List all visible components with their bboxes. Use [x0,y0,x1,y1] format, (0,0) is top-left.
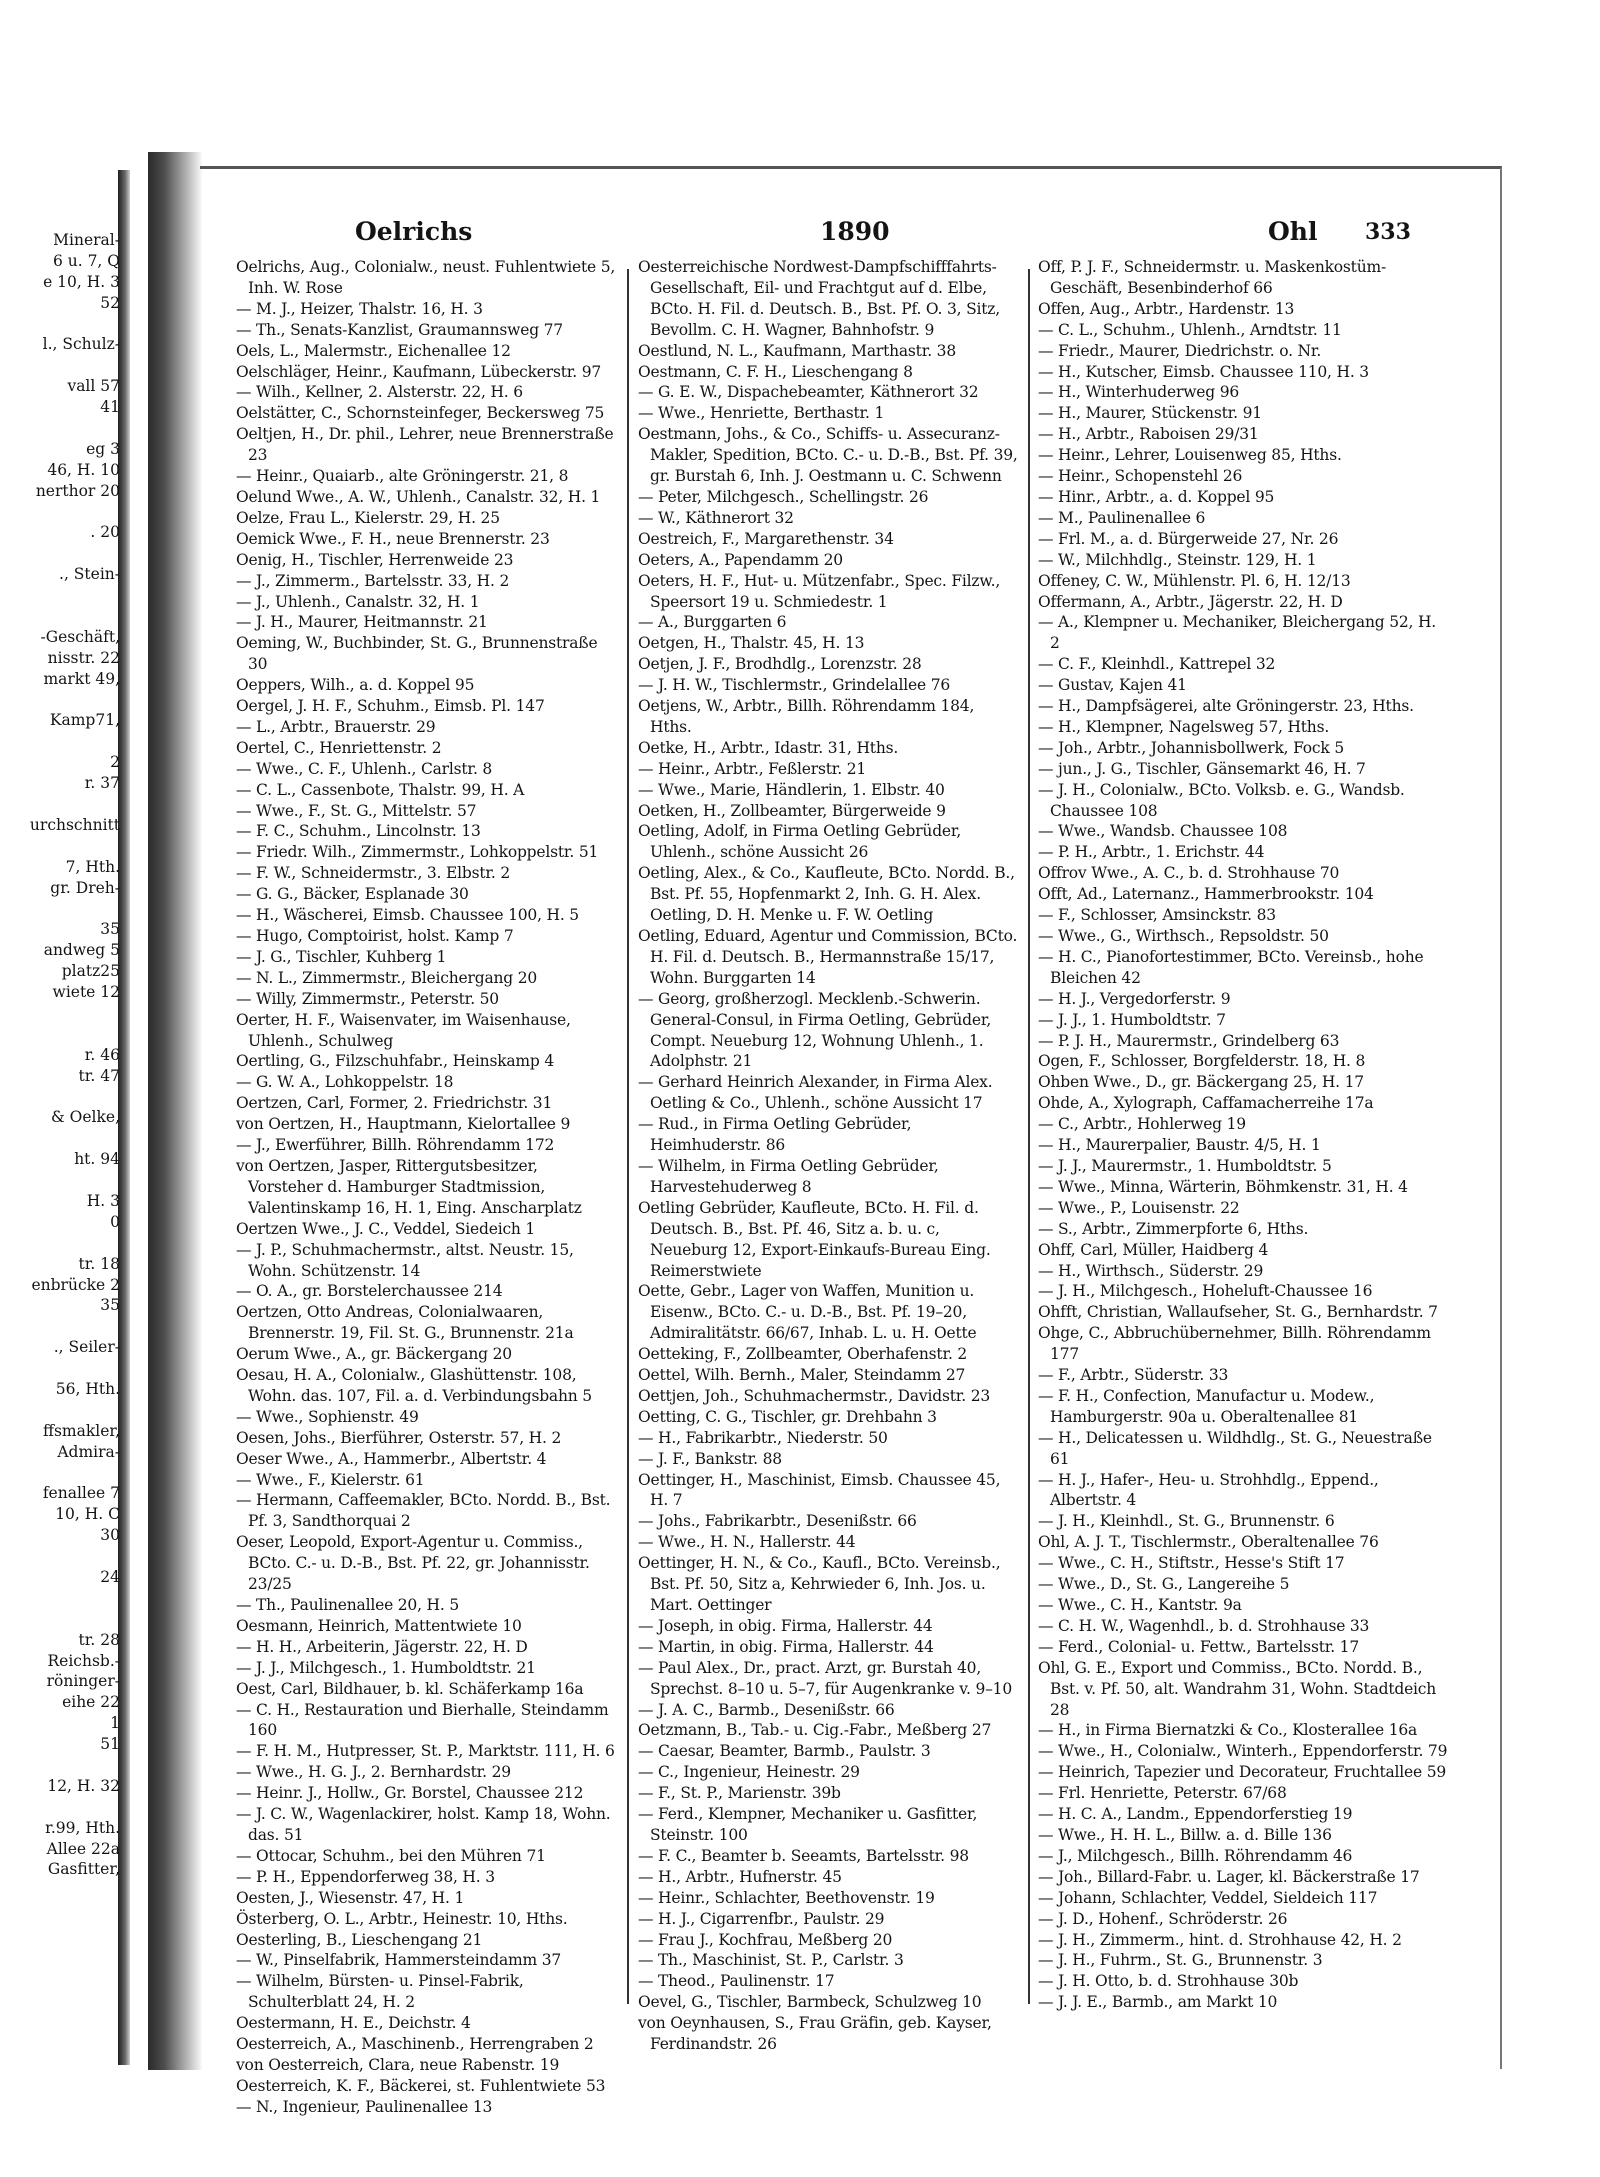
directory-entry: Oelze, Frau L., Kielerstr. 29, H. 25 [236,508,500,527]
prev-page-line [0,1400,120,1421]
directory-entry: — Friedr. Wilh., Zimmermstr., Lohkoppelstr. 51 [236,843,599,862]
directory-entry: Ohfft, Christian, Wallaufseher, St. G., Bernhardstr. 7 [1038,1303,1438,1322]
prev-page-line [0,1609,120,1630]
directory-entry: Oertzen, Carl, Former, 2. Friedrichstr. 31 [236,1094,553,1113]
directory-entry: — J., Ewerführer, Billh. Röhrendamm 172 [236,1136,555,1155]
directory-entry: Oetke, H., Arbtr., Idastr. 31, Hths. [638,738,899,757]
directory-entry: — H. H., Arbeiterin, Jägerstr. 22, H. D [236,1637,528,1656]
directory-entry: — H., Dampfsägerei, alte Gröningerstr. 23, Hths. [1038,697,1414,716]
directory-entry: Oelschläger, Heinr., Kaufmann, Lübeckerstr. 97 [236,362,602,381]
directory-entry: Oetling, Eduard, Agentur und Commission, BCto. H. Fil. d. Deutsch. B., Hermannstraße 15/17, Wohn. Burggarten 14 [638,927,1018,987]
directory-entry: Oelrichs, Aug., Colonialw., neust. Fuhlentwiete 5, Inh. W. Rose [236,258,616,297]
prev-page-line: -Geschäft, [40,627,120,646]
header-last-name: Ohl [1268,217,1318,246]
prev-page-line [0,1316,120,1337]
directory-entry: Oestermann, H. E., Deichstr. 4 [236,2014,471,2033]
prev-page-line: ., Seiler- [53,1338,120,1357]
directory-entry: — Wwe., Marie, Händlerin, 1. Elbstr. 40 [638,780,945,799]
directory-entry: — J. C. W., Wagenlackirer, holst. Kamp 18, Wohn. das. 51 [236,1805,611,1844]
directory-entry: Oestmann, Johs., & Co., Schiffs- u. Assecuranz-Makler, Spedition, BCto. C.- u. D.-B., Bst. Pf. 39, gr. Burstah 6, Inh. J. Oestmann u. C. Schwenn [638,425,1018,486]
directory-entry: — J. A. C., Barmb., Desenißstr. 66 [638,1700,895,1719]
prev-page-line: 1 [110,1714,120,1733]
directory-entry: — Wwe., C. H., Kantstr. 9a [1038,1596,1242,1614]
prev-page-line: 10, H. C [55,1505,120,1524]
directory-entry: — P. H., Eppendorferweg 38, H. 3 [236,1867,495,1886]
directory-entry: — J. J., Milchgesch., 1. Humboldtstr. 21 [236,1658,536,1677]
prev-page-line [0,1024,120,1045]
directory-entry: Ohge, C., Abbruchübernehmer, Billh. Röhrendamm 177 [1038,1324,1431,1364]
column-rule-2 [1028,269,1030,2004]
directory-entry: — Wwe., Sophienstr. 49 [236,1407,419,1426]
prev-page-line [0,418,120,439]
prev-page-line: 56, Hth. [55,1379,120,1398]
prev-page-line: r. 37 [84,774,120,793]
directory-entry: — H., Arbtr., Raboisen 29/31 [1038,425,1259,444]
prev-page-line: fenallee 7 [42,1484,120,1503]
prev-page-line [0,543,120,564]
directory-page [200,166,1502,2116]
directory-entry: — C. L., Schuhm., Uhlenh., Arndtstr. 11 [1038,320,1342,339]
running-header [200,217,1500,251]
directory-entry: Oetling Gebrüder, Kaufleute, BCto. H. Fil. d. Deutsch. B., Bst. Pf. 46, Sitz a. b. u. c, Neueburg 12, Export-Einkaufs-Bureau Eing. Reimerstwiete [638,1198,991,1280]
directory-entry: — P. H., Arbtr., 1. Erichstr. 44 [1038,843,1265,862]
directory-entry: — J., Uhlenh., Canalstr. 32, H. 1 [236,592,480,611]
directory-entry: — M., Paulinenallee 6 [1038,508,1206,527]
directory-entry: — Ferd., Klempner, Mechaniker u. Gasfitter, Steinstr. 100 [638,1805,978,1844]
prev-page-line [0,1128,120,1149]
directory-entry: — F. H., Confection, Manufactur u. Modew., Hamburgerstr. 90a u. Oberaltenallee 81 [1038,1386,1375,1426]
directory-entry: — Wwe., P., Louisenstr. 22 [1038,1198,1240,1217]
directory-entry: Oerter, H. F., Waisenvater, im Waisenhause, Uhlenh., Schulweg [236,1010,571,1050]
directory-entry: Oeltjen, H., Dr. phil., Lehrer, neue Brennerstraße 23 [236,425,614,465]
directory-entry: — Friedr., Maurer, Diedrichstr. o. Nr. [1038,341,1322,360]
prev-page-line: & Oelke, [50,1108,120,1127]
directory-entry: — W., Milchhdlg., Steinstr. 129, H. 1 [1038,550,1317,569]
directory-entry: — W., Pinselfabrik, Hammersteindamm 37 [236,1951,562,1970]
directory-entry: Oertzen, Otto Andreas, Colonialwaaren, Brennerstr. 19, Fil. St. G., Brunnenstr. 21a [236,1303,574,1343]
prev-page-line: r. 46 [84,1045,120,1064]
prev-page-line: markt 49, [43,669,120,688]
prev-page-line: Kamp71, [49,711,120,730]
directory-entry: Oesterling, B., Lieschengang 21 [236,1930,483,1949]
directory-entry: Oesen, Johs., Bierführer, Osterstr. 57, H. 2 [236,1428,562,1447]
directory-entry: Oerum Wwe., A., gr. Bäckergang 20 [236,1345,512,1364]
prev-page-line: ffsmakler, [42,1421,120,1440]
directory-entry: — J. H., Maurer, Heitmannstr. 21 [236,613,488,632]
directory-entry: Ohl, A. J. T., Tischlermstr., Oberaltenallee 76 [1038,1533,1379,1552]
prev-page-line [0,502,120,523]
prev-page-line [0,1546,120,1567]
directory-entry: — J. H., Fuhrm., St. G., Brunnenstr. 3 [1038,1951,1323,1970]
directory-entry: — Caesar, Beamter, Barmb., Paulstr. 3 [638,1742,931,1761]
directory-entry: von Oertzen, Jasper, Rittergutsbesitzer, Vorsteher d. Hamburger Stadtmission, Valentinskamp 16, H. 1, Eing. Anscharplatz [236,1156,582,1217]
prev-page-line [0,1233,120,1254]
directory-entry: Oertel, C., Henriettenstr. 2 [236,738,442,757]
directory-entry: — Heinrich, Tapezier und Decorateur, Fruchtallee 59 [1038,1763,1447,1782]
directory-entry: — H., Winterhuderweg 96 [1038,383,1240,402]
directory-entry: — J., Milchgesch., Billh. Röhrendamm 46 [1038,1846,1353,1865]
directory-entry: — J. H., Colonialw., BCto. Volksb. e. G., Wandsb. Chaussee 108 [1038,780,1405,820]
prev-page-line: ., Stein- [59,565,120,584]
directory-entry: — H., Maurer, Stückenstr. 91 [1038,404,1262,423]
prev-page-line: urchschnitt [29,815,120,834]
directory-entry: Offt, Ad., Laternanz., Hammerbrookstr. 104 [1038,885,1374,904]
directory-entry: — Willy, Zimmermstr., Peterstr. 50 [236,989,499,1008]
directory-entry: Off, P. J. F., Schneidermstr. u. Maskenkostüm-Geschäft, Besenbinderhof 66 [1038,258,1387,297]
directory-entry: — H., Wäscherei, Eimsb. Chaussee 100, H. 5 [236,906,579,925]
prev-page-line [0,585,120,606]
prev-page-line: platz25 [61,962,120,981]
directory-entry: Offen, Aug., Arbtr., Hardenstr. 13 [1038,299,1295,318]
directory-entry: — J. G., Tischler, Kuhberg 1 [236,947,447,966]
directory-entry: — C., Ingenieur, Heinestr. 29 [638,1763,860,1782]
directory-entry: — J. H., Milchgesch., Hoheluft-Chaussee 16 [1038,1282,1373,1301]
prev-page-line [0,899,120,920]
directory-entry: — A., Burggarten 6 [638,613,787,632]
directory-entry: — Wwe., C. H., Stiftstr., Hesse's Stift 17 [1038,1554,1345,1573]
prev-page-line: 2 [110,753,120,772]
directory-entry: — Johs., Fabrikarbtr., Desenißstr. 66 [638,1512,917,1531]
directory-entry: Oesten, J., Wiesenstr. 47, H. 1 [236,1888,465,1907]
directory-entry: — H., Delicatessen u. Wildhdlg., St. G., Neuestraße 61 [1038,1428,1432,1468]
prev-page-line [0,355,120,376]
directory-entry: — F., St. P., Marienstr. 39b [638,1784,841,1803]
prev-page-line [0,1755,120,1776]
directory-entry: — H., Kutscher, Eimsb. Chaussee 110, H. 3 [1038,362,1369,381]
directory-entry: — Heinr., Schlachter, Beethovenstr. 19 [638,1888,935,1907]
directory-entry: Oeters, A., Papendamm 20 [638,550,843,569]
directory-entry: — Th., Senats-Kanzlist, Graumannsweg 77 [236,320,563,339]
directory-entry: — C. L., Cassenbote, Thalstr. 99, H. A [236,780,525,799]
directory-entry: — J. J., Maurermstr., 1. Humboldtstr. 5 [1038,1156,1332,1175]
prev-page-line: tr. 47 [78,1066,120,1085]
prev-page-line [0,1003,120,1024]
directory-entry: — jun., J. G., Tischler, Gänsemarkt 46, H. 7 [1038,759,1366,778]
directory-entry: — F. W., Schneidermstr., 3. Elbstr. 2 [236,864,511,883]
directory-entry: — F., Schlosser, Amsinckstr. 83 [1038,906,1276,925]
directory-entry: — N. L., Zimmermstr., Bleichergang 20 [236,968,538,987]
directory-entry: — Martin, in obig. Firma, Hallerstr. 44 [638,1637,934,1656]
directory-entry: — H., Wirthsch., Süderstr. 29 [1038,1261,1264,1280]
directory-entry: — H. J., Cigarrenfbr., Paulstr. 29 [638,1909,885,1928]
directory-entry: — Paul Alex., Dr., pract. Arzt, gr. Burstah 40, Sprechst. 8–10 u. 5–7, für Augenkranke v. 9–10 [638,1658,1012,1698]
directory-entry: Oetling, Adolf, in Firma Oetling Gebrüder, Uhlenh., schöne Aussicht 26 [638,822,962,862]
directory-entry: — N., Ingenieur, Paulinenallee 13 [236,2097,493,2116]
directory-entry: Oeming, W., Buchbinder, St. G., Brunnenstraße 30 [236,634,598,674]
directory-entry: Oestreich, F., Margarethenstr. 34 [638,529,894,548]
directory-entry: — Rud., in Firma Oetling Gebrüder, Heimhuderstr. 86 [638,1115,912,1155]
directory-entry: — Heinr., Arbtr., Feßlerstr. 21 [638,759,867,778]
prev-page-line: eihe 22 [62,1693,120,1712]
directory-entry: — G. G., Bäcker, Esplanade 30 [236,885,469,904]
prev-page-line [0,314,120,335]
directory-entry: — Wwe., H. G. J., 2. Bernhardstr. 29 [236,1763,511,1782]
directory-entry: — Frl. M., a. d. Bürgerweide 27, Nr. 26 [1038,529,1339,548]
directory-entry: — H., Maurerpalier, Baustr. 4/5, H. 1 [1038,1136,1321,1155]
prev-page-line: Mineral- [53,231,120,249]
prev-page-line [0,1170,120,1191]
prev-page-line: 30 [100,1526,120,1545]
directory-entry: — L., Arbtr., Brauerstr. 29 [236,717,436,736]
directory-entry: — F., Arbtr., Süderstr. 33 [1038,1366,1229,1385]
directory-entry: — H. C. A., Landm., Eppendorferstieg 19 [1038,1805,1353,1824]
directory-entry: — J. H., Zimmerm., hint. d. Strohhause 42, H. 2 [1038,1930,1402,1949]
directory-entry: Ohff, Carl, Müller, Haidberg 4 [1038,1240,1269,1259]
directory-entry: — Wwe., D., St. G., Langereihe 5 [1038,1575,1290,1594]
prev-page-line: r.99, Hth. [45,1818,120,1837]
directory-entry: — C. F., Kleinhdl., Kattrepel 32 [1038,655,1276,674]
directory-entry: — Hermann, Caffeemakler, BCto. Nordd. B., Bst. Pf. 3, Sandthorquai 2 [236,1491,611,1531]
directory-entry: Oettinger, H. N., & Co., Kaufl., BCto. Vereinsb., Bst. Pf. 50, Sitz a, Kehrwieder 6, Inh. Jos. u. Mart. Oettinger [638,1554,1001,1614]
directory-entry: — Wilhelm, in Firma Oetling Gebrüder, Harvestehuderweg 8 [638,1156,939,1196]
prev-page-line: e 10, H. 3 [43,272,120,291]
directory-entry: Oergel, J. H. F., Schuhm., Eimsb. Pl. 147 [236,697,545,716]
directory-entry: — W., Käthnerort 32 [638,508,794,527]
directory-entry: Oetgen, H., Thalstr. 45, H. 13 [638,634,865,653]
directory-entry: — A., Klempner u. Mechaniker, Bleichergang 52, H. 2 [1038,613,1437,653]
prev-page-line: 41 [100,398,120,417]
prev-page-line: 0 [110,1212,120,1231]
directory-entry: Oetjen, J. F., Brodhdlg., Lorenzstr. 28 [638,655,922,674]
prev-page-line: 24 [100,1568,120,1586]
prev-page-line [0,1358,120,1379]
column-rule-1 [627,269,629,2004]
directory-entry: — Wwe., H., Colonialw., Winterh., Eppendorferstr. 79 [1038,1742,1448,1761]
directory-entry: Oetling, Alex., & Co., Kaufleute, BCto. Nordd. B., Bst. Pf. 55, Hopfenmarkt 2, Inh. G. H. Alex. Oetling, D. H. Menke u. F. W. Oetling [638,864,1015,925]
directory-entry: Oesmann, Heinrich, Mattentwiete 10 [236,1616,522,1635]
prev-page-line [0,1797,120,1818]
prev-page-line: ht. 94 [74,1150,120,1169]
directory-entry: von Oesterreich, Clara, neue Rabenstr. 19 [236,2055,560,2074]
directory-entry: Ogen, F., Schlosser, Borgfelderstr. 18, H. 8 [1038,1052,1366,1071]
prev-page-line: 35 [100,1296,120,1315]
directory-entry: Oesterreich, K. F., Bäckerei, st. Fuhlentwiete 53 [236,2076,606,2095]
directory-entry: Oetting, C. G., Tischler, gr. Drehbahn 3 [638,1407,937,1426]
directory-entry: — C. H., Restauration und Bierhalle, Steindamm 160 [236,1700,609,1740]
directory-entry: — Ottocar, Schuhm., bei den Mühren 71 [236,1846,546,1865]
directory-entry: — Peter, Milchgesch., Schellingstr. 26 [638,487,929,506]
directory-entry: — F. C., Beamter b. Seeamts, Bartelsstr. 98 [638,1846,969,1865]
prev-page-line: Allee 22a [46,1839,120,1858]
directory-entry: Oesau, H. A., Colonialw., Glashüttenstr. 108, Wohn. das. 107, Fil. a. d. Verbindungsbahn 5 [236,1366,592,1405]
directory-entry: — Wwe., G., Wirthsch., Repsoldstr. 50 [1038,927,1329,945]
directory-entry: — J., Zimmerm., Bartelsstr. 33, H. 2 [236,571,510,590]
directory-entry: — Joh., Billard-Fabr. u. Lager, kl. Bäckerstraße 17 [1038,1867,1420,1886]
directory-column-3 [1038,257,1450,2013]
directory-entry: Oertzen Wwe., J. C., Veddel, Siedeich 1 [236,1219,536,1238]
directory-entry: Österberg, O. L., Arbtr., Heinestr. 10, Hths. [236,1909,568,1928]
directory-entry: — Wwe., F., Kielerstr. 61 [236,1470,425,1489]
prev-page-line [0,690,120,711]
directory-entry: Oeser, Leopold, Export-Agentur u. Commiss., BCto. C.- u. D.-B., Bst. Pf. 22, gr. Johannisstr. 23/25 [236,1533,590,1594]
directory-entry: — J. P., Schuhmachermstr., altst. Neustr. 15, Wohn. Schützenstr. 14 [236,1240,574,1280]
prev-page-line [0,836,120,857]
directory-entry: — Heinr. J., Hollw., Gr. Borstel, Chaussee 212 [236,1784,584,1803]
directory-entry: — Heinr., Quaiarb., alte Gröningerstr. 21, 8 [236,467,569,486]
prev-page-line: tr. 18 [78,1254,120,1273]
directory-entry: — F. H. M., Hutpresser, St. P., Marktstr. 111, H. 6 [236,1742,615,1761]
directory-entry: — G. W. A., Lohkoppelstr. 18 [236,1073,454,1092]
directory-entry: — J. H. Otto, b. d. Strohhause 30b [1038,1972,1299,1991]
prev-page-line: Gasfitter, [47,1860,120,1879]
directory-entry: Ohl, G. E., Export und Commiss., BCto. Nordd. B., Bst. v. Pf. 50, alt. Wandrahm 31, Wohn. Stadtdeich 28 [1038,1658,1437,1719]
directory-entry: — Wwe., Henriette, Berthastr. 1 [638,404,885,423]
directory-entry: Oelstätter, C., Schornsteinfeger, Beckersweg 75 [236,404,605,423]
prev-page-line: 52 [100,293,120,312]
directory-entry: Offermann, A., Arbtr., Jägerstr. 22, H. D [1038,592,1343,611]
directory-entry: Oettel, Wilh. Bernh., Maler, Steindamm 27 [638,1366,966,1385]
directory-entry: — H., in Firma Biernatzki & Co., Klosterallee 16a [1038,1721,1418,1740]
directory-entry: — J. J., 1. Humboldtstr. 7 [1038,1010,1226,1029]
prev-page-line: Reichsb.- [47,1651,120,1670]
directory-entry: Oesterreichische Nordwest-Dampfschifffahrts-Gesellschaft, Eil- und Frachtgut auf d. Elbe, BCto. H. Fil. d. Deutsch. B., Bst. Pf. O. 3, Sitz, Bevollm. C. H. Wagner, Bahnhofstr. 9 [638,258,1000,339]
prev-page-line: gr. Dreh- [50,878,120,897]
prev-page-line: tr. 28 [78,1630,120,1649]
directory-entry: von Oeynhausen, S., Frau Gräfin, geb. Kayser, Ferdinandstr. 26 [638,2014,992,2054]
prev-page-line [0,1463,120,1484]
directory-entry: — J. J. E., Barmb., am Markt 10 [1038,1993,1278,2012]
directory-entry: — Hugo, Comptoirist, holst. Kamp 7 [236,927,514,945]
prev-page-line [0,1588,120,1609]
prev-page-line [0,606,120,627]
directory-entry: — Joh., Arbtr., Johannisbollwerk, Fock 5 [1038,738,1344,757]
directory-entry: — Heinr., Schopenstehl 26 [1038,467,1243,486]
directory-entry: — Wilhelm, Bürsten- u. Pinsel-Fabrik, Schulterblatt 24, H. 2 [236,1972,524,2012]
prev-page-line: 51 [100,1735,120,1754]
directory-entry: von Oertzen, H., Hauptmann, Kielortallee 9 [236,1115,571,1134]
directory-entry: — Wwe., H. N., Hallerstr. 44 [638,1533,856,1552]
directory-entry: — Theod., Paulinenstr. 17 [638,1972,835,1991]
directory-entry: — Heinr., Lehrer, Louisenweg 85, Hths. [1038,446,1342,465]
prev-page-line: andweg 5 [43,941,120,960]
directory-entry: Oetteking, F., Zollbeamter, Oberhafenstr. 2 [638,1345,968,1364]
directory-entry: — Th., Maschinist, St. P., Carlstr. 3 [638,1951,904,1970]
prev-page-line: vall 57 [67,377,120,396]
directory-entry: — Wwe., Wandsb. Chaussee 108 [1038,822,1288,841]
directory-entry: Ohben Wwe., D., gr. Bäckergang 25, H. 17 [1038,1073,1364,1092]
directory-entry: — Johann, Schlachter, Veddel, Sieldeich 117 [1038,1888,1378,1907]
directory-entry: — M. J., Heizer, Thalstr. 16, H. 3 [236,299,483,318]
prev-page-line [0,794,120,815]
directory-entry: Oetken, H., Zollbeamter, Bürgerweide 9 [638,801,946,820]
directory-entry: — Gerhard Heinrich Alexander, in Firma Alex. Oetling & Co., Uhlenh., schöne Aussicht 17 [638,1073,993,1113]
directory-entry: — H. J., Vergedorferstr. 9 [1038,989,1231,1008]
directory-entry: — Gustav, Kajen 41 [1038,676,1187,695]
directory-entry: Oesterreich, A., Maschinenb., Herrengraben 2 [236,2035,594,2054]
prev-page-line: 46, H. 10 [47,460,120,479]
prev-page-line: 35 [100,920,120,939]
prev-page-line: eg 3 [86,439,120,458]
directory-entry: Offeney, C. W., Mühlenstr. Pl. 6, H. 12/13 [1038,571,1351,590]
prev-page-line: 12, H. 32 [47,1776,120,1795]
header-year: 1890 [820,217,890,246]
directory-entry: — H., Arbtr., Hufnerstr. 45 [638,1867,842,1886]
directory-entry: Oetjens, W., Arbtr., Billh. Röhrendamm 184, Hths. [638,697,975,736]
directory-entry: — J. D., Hohenf., Schröderstr. 26 [1038,1909,1288,1928]
directory-entry: Oelund Wwe., A. W., Uhlenh., Canalstr. 32, H. 1 [236,487,601,506]
directory-entry: Oertling, G., Filzschuhfabr., Heinskamp 4 [236,1052,555,1071]
directory-entry: Oels, L., Malermstr., Eichenallee 12 [236,341,511,360]
directory-entry: Ohde, A., Xylograph, Caffamacherreihe 17a [1038,1094,1374,1113]
directory-entry: Oette, Gebr., Lager von Waffen, Munition u. Eisenw., BCto. C.- u. D.-B., Bst. Pf. 19–20, Admiralitätstr. 66/67, Inhab. L. u. H. Oette [638,1282,977,1343]
directory-entry: — C. H. W., Wagenhdl., b. d. Strohhause 33 [1038,1616,1370,1635]
directory-column-1 [236,257,616,2118]
prev-page-line: Admira- [57,1442,120,1461]
directory-entry: Oeters, H. F., Hut- u. Mützenfabr., Spec. Filzw., Speersort 19 u. Schmiedestr. 1 [638,571,1001,611]
directory-entry: Oemick Wwe., F. H., neue Brennerstr. 23 [236,529,550,548]
directory-entry: — H. C., Pianofortestimmer, BCto. Vereinsb., hohe Bleichen 42 [1038,947,1424,987]
directory-entry: — Wwe., Minna, Wärterin, Böhmkenstr. 31, H. 4 [1038,1177,1408,1196]
directory-entry: Oeser Wwe., A., Hammerbr., Albertstr. 4 [236,1449,547,1468]
directory-entry: — Th., Paulinenallee 20, H. 5 [236,1596,459,1614]
directory-entry: — H., Fabrikarbtr., Niederstr. 50 [638,1428,888,1447]
previous-page-fragment [0,230,120,2010]
directory-entry: — Frau J., Kochfrau, Meßberg 20 [638,1930,893,1949]
directory-entry: Oettinger, H., Maschinist, Eimsb. Chaussee 45, H. 7 [638,1470,1001,1510]
scan-page-edge [148,152,202,2070]
directory-entry: Oetzmann, B., Tab.- u. Cig.-Fabr., Meßberg 27 [638,1721,992,1740]
prev-page-line: enbrücke 2 [31,1275,120,1294]
directory-entry: — Ferd., Colonial- u. Fettw., Bartelsstr. 17 [1038,1637,1360,1656]
prev-page-line: wiete 12 [52,983,120,1002]
prev-page-line: 7, Hth. [65,857,120,876]
directory-entry: — Georg, großherzogl. Mecklenb.-Schwerin. General-Consul, in Firma Oetling, Gebrüder, Compt. Neueburg 12, Wohnung Uhlenh., 1. Adolphstr. 21 [638,989,992,1071]
directory-entry: — P. J. H., Maurermstr., Grindelberg 63 [1038,1031,1340,1050]
directory-entry: — O. A., gr. Borstelerchaussee 214 [236,1282,503,1301]
directory-entry: Oest, Carl, Bildhauer, b. kl. Schäferkamp 16a [236,1679,584,1698]
directory-entry: Oettjen, Joh., Schuhmachermstr., Davidstr. 23 [638,1386,991,1405]
directory-entry: Oevel, G., Tischler, Barmbeck, Schulzweg 10 [638,1993,982,2012]
directory-entry: — H., Klempner, Nagelsweg 57, Hths. [1038,717,1330,736]
directory-entry: — F. C., Schuhm., Lincolnstr. 13 [236,822,481,841]
directory-entry: — Joseph, in obig. Firma, Hallerstr. 44 [638,1616,933,1635]
directory-entry: — Wwe., H. H. L., Billw. a. d. Bille 136 [1038,1825,1332,1844]
directory-entry: — J. F., Bankstr. 88 [638,1449,782,1468]
prev-page-line [0,1087,120,1108]
directory-entry: — Wwe., F., St. G., Mittelstr. 57 [236,801,477,820]
directory-entry: — Wwe., C. F., Uhlenh., Carlstr. 8 [236,759,493,778]
directory-entry: — H. J., Hafer-, Heu- u. Strohhdlg., Eppend., Albertstr. 4 [1038,1470,1379,1510]
directory-entry: — Frl. Henriette, Peterstr. 67/68 [1038,1784,1287,1803]
directory-entry: — J. H. W., Tischlermstr., Grindelallee 76 [638,676,951,695]
directory-entry: Oestmann, C. F. H., Lieschengang 8 [638,362,913,381]
directory-entry: — Hinr., Arbtr., a. d. Koppel 95 [1038,487,1275,506]
directory-entry: — C., Arbtr., Hohlerweg 19 [1038,1115,1246,1134]
directory-entry: — Wilh., Kellner, 2. Alsterstr. 22, H. 6 [236,383,523,402]
prev-page-line: l., Schulz- [42,335,120,354]
directory-entry: — G. E. W., Dispachebeamter, Käthnerort 32 [638,383,979,402]
page-number: 333 [1365,219,1411,245]
directory-entry: Oenig, H., Tischler, Herrenweide 23 [236,550,514,569]
prev-page-line: nisstr. 22 [47,648,120,667]
directory-column-2 [638,257,1019,2055]
directory-entry: Oestlund, N. L., Kaufmann, Marthastr. 38 [638,341,956,360]
directory-entry: — S., Arbtr., Zimmerpforte 6, Hths. [1038,1219,1309,1238]
prev-page-line: 6 u. 7, Q [52,251,120,270]
directory-entry: Oeppers, Wilh., a. d. Koppel 95 [236,676,475,695]
directory-entry: Offrov Wwe., A. C., b. d. Strohhause 70 [1038,864,1340,883]
prev-page-line [0,731,120,752]
prev-page-line: H. 3 [86,1191,120,1210]
prev-page-line: . 20 [90,523,120,542]
directory-entry: — J. H., Kleinhdl., St. G., Brunnenstr. 6 [1038,1512,1335,1531]
header-first-name: Oelrichs [355,217,473,246]
prev-page-line: röninger- [46,1672,120,1691]
prev-page-line: nerthor 20 [35,481,120,500]
